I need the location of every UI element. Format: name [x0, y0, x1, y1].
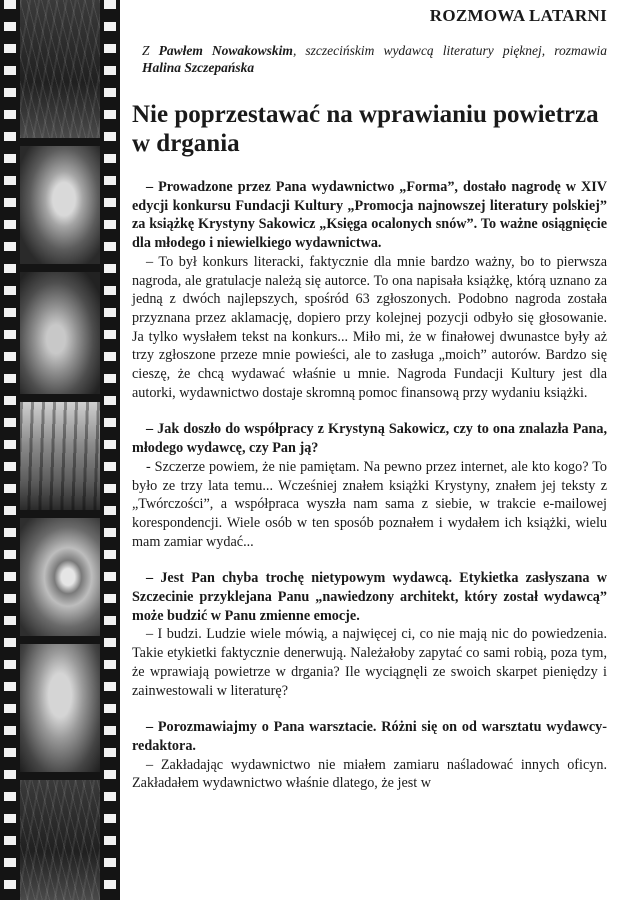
- film-sprockets-right: [104, 0, 116, 900]
- article-headline: Nie poprzestawać na wprawianiu powietrza w drgania: [132, 101, 599, 157]
- question: – Porozmawiajmy o Pana warsztacie. Różni się on od warsztatu wydawcy-redaktora.: [132, 719, 607, 754]
- film-frame-forest: [20, 402, 100, 510]
- film-frame-trees-bottom: [20, 780, 100, 900]
- answer: – Zakładając wydawnictwo nie miałem zamiaru naśladować innych oficyn. Zakładałem wydawnictwo właśnie dlatego, że jest w: [132, 756, 607, 792]
- section-title: ROZMOWA LATARNI: [429, 6, 607, 25]
- intro-interviewer: Halina Szczepańska: [142, 60, 255, 75]
- article-intro: [142, 42, 607, 76]
- article-body: [132, 178, 607, 793]
- answer: - Szczerze powiem, że nie pamiętam. Na pewno przez internet, ale kto kogo? To było ze trzy lata temu... Wcześniej znałem książki Krystyny, znałem jej teksty z „Twórczości”, a współpraca wyszła nam sama z siebie, w trakcie e-mailowej korespondencji. Wiele osób w ten sposób poznałem i wydałem ich książki, wielu mam zamiar wydać...: [132, 458, 607, 550]
- answer: – I budzi. Ludzie wiele mówią, a najwięcej ci, co nie mają nic do powiedzenia. Takie etykietki faktycznie denerwują. Należałoby zapytać co sami robią, poza tym, że wprawiają powietrze w drgania? Ile wyciągnęli ze swoich skarpet pieniędzy i zainwestowali w literaturę?: [132, 626, 607, 699]
- film-frame-face-beard: [20, 272, 100, 394]
- intro-pre: Z: [142, 43, 159, 58]
- film-strip-illustration: [0, 0, 120, 900]
- intro-guest: Pawłem Nowakowskim: [158, 43, 293, 58]
- film-frame-eye: [20, 518, 100, 636]
- answer: – To był konkurs literacki, faktycznie dla mnie bardzo ważny, bo to pierwsza nagroda, ale gratulacje należą się autorce. To ona napisała książkę, którą uznano za jedną z dwóch najlepszych, spośród 63 zgłoszonych. Podobno nagroda została przyznana przez aklamację, dopiero przy kolejnej pozycji odbyło się głosowanie. Ja tylko wysłałem tekst na konkurs... Miło mi, że w finałowej dwunastce były aż trzy zgłoszone przeze mnie powieści, ale to zasługa „moich” autorów. Bardzo się cieszę, że chcą wydawać właśnie u mnie. Nagroda Fundacji Kultury jest dla autorki, wydawnictwo dostaje skromną pomoc finansową przy wydaniu książki.: [132, 253, 607, 401]
- film-frame-face-closeup: [20, 644, 100, 772]
- question: – Jak doszło do współpracy z Krystyną Sakowicz, czy to ona znalazła Pana, młodego wydawcę, czy Pan ją?: [132, 421, 607, 457]
- film-sprockets-left: [4, 0, 16, 900]
- question: – Prowadzone przez Pana wydawnictwo „Forma”, dostało nagrodę w XIV edycji konkursu Fundacji Kultury „Promocja najnowszej literatury polskiej” za książkę Krystyny Sakowicz „Księga ocalonych snów”. To ważne osiągnięcie dla młodego i niewielkiego wydawnictwa.: [132, 179, 607, 252]
- intro-middle: , szczecińskim wydawcą literatury pięknej, rozmawia: [292, 43, 608, 58]
- question: – Jest Pan chyba trochę nietypowym wydawcą. Etykietka zasłyszana w Szczecinie przyklejana Panu „nawiedzony architekt, który został wydawcą” może budzić w Panu zmienne emocje.: [132, 570, 607, 624]
- film-frame-face: [20, 146, 100, 264]
- film-frame-trees: [20, 0, 100, 138]
